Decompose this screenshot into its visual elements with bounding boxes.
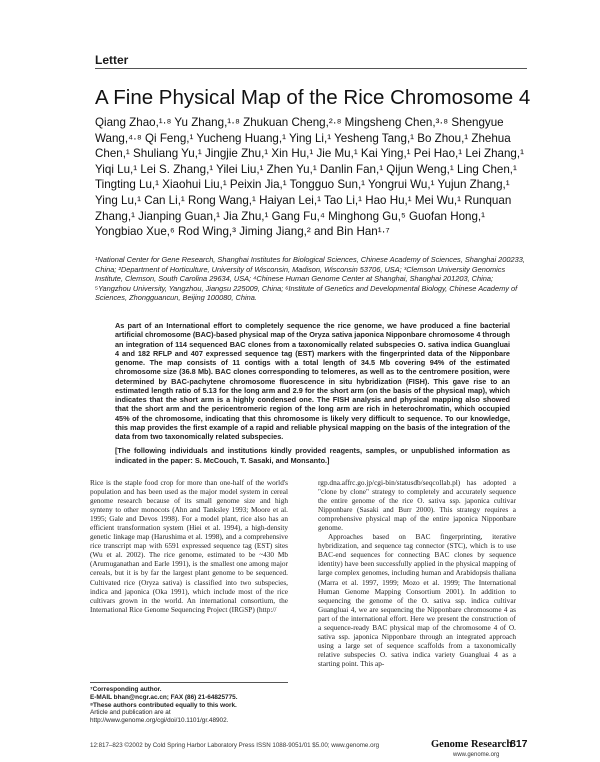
footnote-corresponding: ⁷Corresponding author. <box>90 686 162 693</box>
footnote-email: E-MAIL bhan@ncgr.ac.cn; FAX (86) 21-64825775. <box>90 693 238 701</box>
body-paragraph: rgp.dna.affrc.go.jp/cgi-bin/statusdb/seqcollab.pl) has adopted a "clone by clone" strategy to completely and accurately sequence the entire genome of the rice O. sativa ssp. japonica cultivar Nipponbare (Sasaki and Burr 2000). This strategy requires a comprehensive physical map of the entire japonica Nipponbare genome. <box>318 478 516 533</box>
author-list: Qiang Zhao,¹·⁸ Yu Zhang,¹·⁸ Zhukuan Cheng,²·⁸ Mingsheng Chen,³·⁸ Shengyue Wang,⁴·⁸ Qi Feng,¹ Yucheng Huang,¹ Ying Li,¹ Yesheng Tang,¹ Bo Zhou,¹ Zhehua Chen,¹ Shuliang Yu,¹ Jingjie Zhu,¹ Xin Hu,¹ Jie Mu,¹ Kai Ying,¹ Pei Hao,¹ Lei Zhang,¹ Yiqi Lu,¹ Lei S. Zhang,¹ Yilei Liu,¹ Zhen Yu,¹ Danlin Fan,¹ Qijun Weng,¹ Ling Chen,¹ Tingting Lu,¹ Xiaohui Liu,¹ Peixin Jia,¹ Tongguo Sun,¹ Yongrui Wu,¹ Yujun Zhang,¹ Ying Lu,¹ Can Li,¹ Rong Wang,¹ Haiyan Lei,¹ Tao Li,¹ Hao Hu,¹ Mei Wu,¹ Runquan Zhang,¹ Jianping Guan,¹ Jia Zhu,¹ Gang Fu,⁴ Minghong Gu,⁵ Guofan Hong,¹ Yongbiao Xue,⁶ Rod Wing,³ Jiming Jiang,² and Bin Han¹·⁷ <box>95 116 524 239</box>
abstract <box>115 321 510 465</box>
journal-url: www.genome.org <box>453 752 500 758</box>
page-number: 817 <box>510 738 528 750</box>
header-rule <box>95 68 527 69</box>
body-column-left <box>90 478 288 614</box>
footnote-article: Article and publication are at http://www.genome.org/cgi/doi/10.1101/gr.48902. <box>90 709 229 725</box>
abstract-text: As part of an International effort to completely sequence the rice genome, we have produced a fine bacterial artificial chromosome (BAC)-based physical map of the Oryza sativa japonica Nipponbare chromosome 4 through an integration of 114 sequenced BAC clones from a taxonomically related subspecies O. sativa indica Guangluai 4 and 182 RFLP and 407 expressed sequence tag (EST) markers with the fingerprinted data of the Nipponbare genome. The map consists of 11 contigs with a total length of 34.5 Mb covering 94% of the estimated chromosome size (36.8 Mb). BAC clones corresponding to telomeres, as well as to the centromere position, were determined by BAC-pachytene chromosome fluorescence in situ hybridization (FISH). This gave rise to an estimated length ratio of 5.13 for the long arm and 2.9 for the short arm (on the basis of the physical map), which indicates that the short arm is a highly condensed one. The FISH analysis and physical mapping also showed that the short arm and the pericentromeric region of the long arm are rich in heterochromatin, which occupied 45% of the chromosome, indicating that this chromosome is likely very difficult to sequence. To our knowledge, this map provides the first example of a rapid and reliable physical mapping on the basis of the integration of the data from two taxonomically related subspecies. <box>115 321 510 441</box>
section-label: Letter <box>95 53 129 67</box>
affiliations: ¹National Center for Gene Research, Shanghai Institutes for Biological Sciences, Chinese Academy of Sciences, Shanghai 200233, China; ²Department of Horticulture, University of Wisconsin, Madison, Wisconsin 53706, USA; ³Clemson University Genomics Institute, Clemson, South Carolina 29634, USA; ⁴Chinese Human Genome Center at Shanghai, Shanghai 201203, China; ⁵Yangzhou University, Yangzhou, Jiangsu 225009, China; ⁶Institute of Genetics and Developmental Biology, Chinese Academy of Sciences, Zhongguancun, Beijing 100080, China. <box>95 255 525 303</box>
paper-title: A Fine Physical Map of the Rice Chromosome 4 <box>95 86 531 109</box>
body-paragraph: Approaches based on BAC fingerprinting, iterative hybridization, and sequence tag connector (STC), which is to use BAC-end sequences for connecting BAC clones by sequence identity) have been successfully applied in the physical mapping of large complex genomes, including human and Arabidopsis thaliana (Marra et al. 1997, 1999; Mozo et al. 1999; The International Human Genome Mapping Consortium 2001). In addition to sequencing the genome of the O. sativa ssp. indica cultivar Guangluai 4, we are sequencing the Nipponbare chromosome 4 as part of the international effort. Here we present the construction of a sequence-ready BAC physical map of the chromosome 4 of O. sativa ssp. japonica Nipponbare through an integrated approach using a large set of sequence scaffolds from a taxonomically relative subspecies O. sativa indica variety Guangluai 4 as a starting point. This ap- <box>318 532 516 668</box>
footnotes <box>90 682 288 725</box>
footer-citation: 12:817–823 ©2002 by Cold Spring Harbor Laboratory Press ISSN 1088-9051/01 $5.00; www.genome.org <box>90 742 380 749</box>
footnote-equal: ⁸These authors contributed equally to this work. <box>90 701 237 709</box>
abstract-note: [The following individuals and institutions kindly provided reagents, samples, or unpublished information as indicated in the paper: S. McCouch, T. Sasaki, and Monsanto.] <box>115 446 510 465</box>
body-paragraph: Rice is the staple food crop for more than one-half of the world's population and has been used as the major model system in cereal genome research because of its small genome size and high synteny to other monocots (Ahn and Tanksley 1993; Moore et al. 1995; Gale and Devos 1998). For a model plant, rice also has an efficient transformation system (Hiei et al. 1994), a high-density genetic linkage map (Harushima et al. 1998), and a comprehensive rice transcript map with 6591 expressed sequence tag (EST) sites (Wu et al. 2002). The rice genome, estimated to be ~430 Mb (Arumuganathan and Earle 1991), is the smallest one among major cereals, but it is by far the largest plant genome to be sequenced. Cultivated rice (Oryza sativa) is classified into two subspecies, indica and japonica (Oka 1991), which include most of the rice cultivars grown in the world. An international consortium, the International Rice Genome Sequencing Project (IRGSP) (http:// <box>90 478 288 614</box>
journal-name: Genome Research <box>431 739 513 750</box>
body-column-right <box>318 478 516 668</box>
